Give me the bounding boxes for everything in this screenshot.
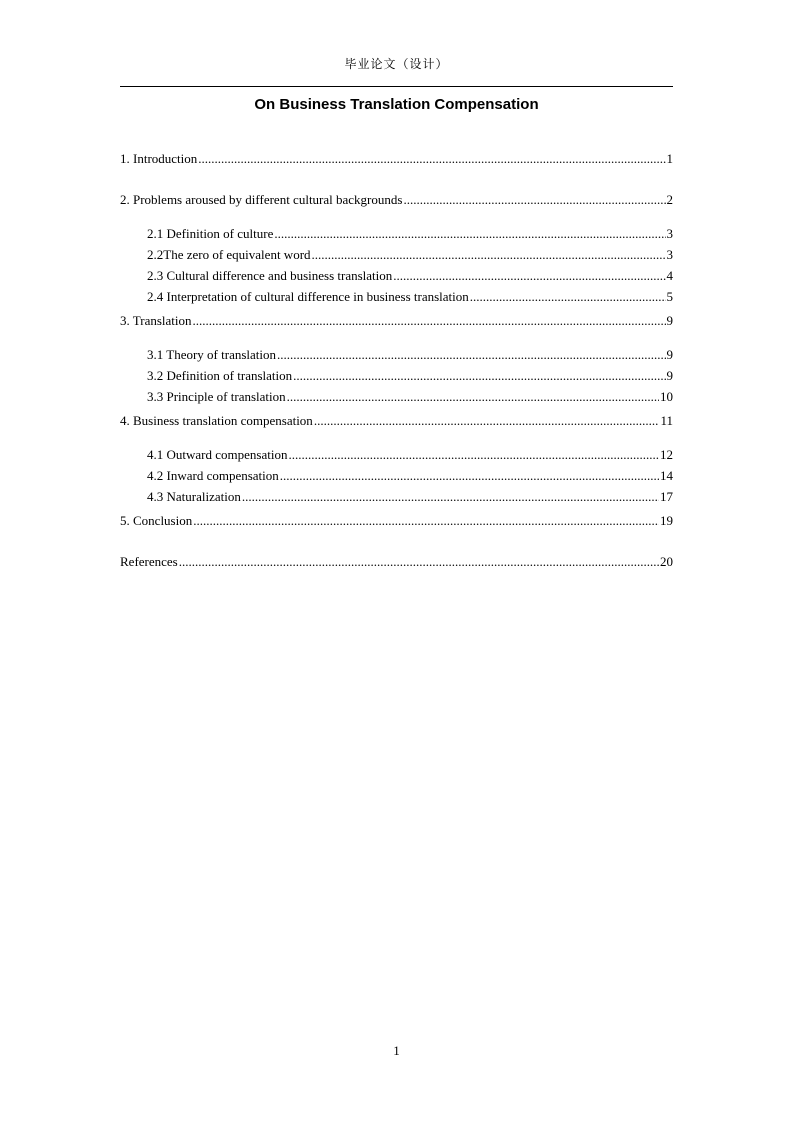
toc-entry-translation[interactable] xyxy=(120,311,673,330)
toc-entry-label: 2.3 Cultural difference and business translation xyxy=(147,268,393,283)
document-title: On Business Translation Compensation xyxy=(254,96,539,113)
toc-dot-leader xyxy=(393,265,665,286)
toc-entry-page: 3 xyxy=(666,226,673,241)
table-of-contents xyxy=(120,149,673,571)
toc-entry-label: 2.4 Interpretation of cultural difference in business translation xyxy=(147,289,469,304)
toc-entry-label: 3. Translation xyxy=(120,313,192,328)
toc-entry-label: References xyxy=(120,554,178,569)
toc-entry-2-2[interactable] xyxy=(120,244,673,265)
toc-entry-label: 3.3 Principle of translation xyxy=(147,389,286,404)
toc-dot-leader xyxy=(280,465,659,486)
toc-entry-label: 3.1 Theory of translation xyxy=(147,347,277,362)
toc-entry-page: 11 xyxy=(660,413,673,428)
toc-entry-page: 17 xyxy=(660,489,673,504)
toc-dot-leader xyxy=(314,411,660,430)
toc-entry-label: 2. Problems aroused by different cultural backgrounds xyxy=(120,192,403,207)
page-header: 毕业论文（设计） xyxy=(344,57,449,71)
toc-dot-leader xyxy=(293,365,665,386)
toc-entry-page: 19 xyxy=(660,513,673,528)
toc-dot-leader xyxy=(312,244,666,265)
toc-entry-2-3[interactable] xyxy=(120,265,673,286)
toc-entry-label: 4. Business translation compensation xyxy=(120,413,313,428)
toc-dot-leader xyxy=(277,344,665,365)
toc-dot-leader xyxy=(193,511,659,530)
toc-entry-3-1[interactable] xyxy=(120,344,673,365)
toc-entry-4-3[interactable] xyxy=(120,486,673,507)
toc-dot-leader xyxy=(470,286,666,307)
toc-entry-page: 5 xyxy=(666,289,673,304)
toc-entry-page: 3 xyxy=(666,247,673,262)
toc-entry-page: 12 xyxy=(660,447,673,462)
toc-entry-page: 1 xyxy=(666,151,673,166)
toc-entry-label: 2.1 Definition of culture xyxy=(147,226,274,241)
toc-entry-introduction[interactable] xyxy=(120,149,673,168)
toc-entry-4-1[interactable] xyxy=(120,444,673,465)
toc-entry-references[interactable] xyxy=(120,552,673,571)
toc-entry-label: 4.1 Outward compensation xyxy=(147,447,288,462)
header-rule xyxy=(120,86,673,87)
toc-entry-label: 5. Conclusion xyxy=(120,513,193,528)
toc-entry-2-4[interactable] xyxy=(120,286,673,307)
toc-entry-label: 3.2 Definition of translation xyxy=(147,368,293,383)
toc-entry-3-3[interactable] xyxy=(120,386,673,407)
toc-entry-label: 1. Introduction xyxy=(120,151,198,166)
toc-entry-page: 4 xyxy=(666,268,673,283)
toc-entry-compensation[interactable] xyxy=(120,411,673,430)
toc-dot-leader xyxy=(193,311,666,330)
toc-entry-problems[interactable] xyxy=(120,190,673,209)
toc-entry-3-2[interactable] xyxy=(120,365,673,386)
toc-dot-leader xyxy=(198,149,665,168)
toc-dot-leader xyxy=(288,444,659,465)
toc-dot-leader xyxy=(274,223,665,244)
toc-dot-leader xyxy=(287,386,659,407)
toc-entry-conclusion[interactable] xyxy=(120,511,673,530)
toc-entry-page: 14 xyxy=(660,468,673,483)
page-number: 1 xyxy=(393,1043,400,1058)
toc-dot-leader xyxy=(403,190,665,209)
toc-entry-label: 2.2The zero of equivalent word xyxy=(147,247,311,262)
toc-entry-page: 20 xyxy=(660,554,673,569)
toc-dot-leader xyxy=(242,486,659,507)
toc-entry-4-2[interactable] xyxy=(120,465,673,486)
toc-entry-page: 2 xyxy=(666,192,673,207)
toc-entry-label: 4.2 Inward compensation xyxy=(147,468,279,483)
toc-entry-page: 9 xyxy=(666,313,673,328)
toc-dot-leader xyxy=(179,552,659,571)
toc-entry-label: 4.3 Naturalization xyxy=(147,489,241,504)
toc-entry-page: 9 xyxy=(666,368,673,383)
toc-entry-page: 9 xyxy=(666,347,673,362)
toc-entry-page: 10 xyxy=(660,389,673,404)
toc-entry-2-1[interactable] xyxy=(120,223,673,244)
